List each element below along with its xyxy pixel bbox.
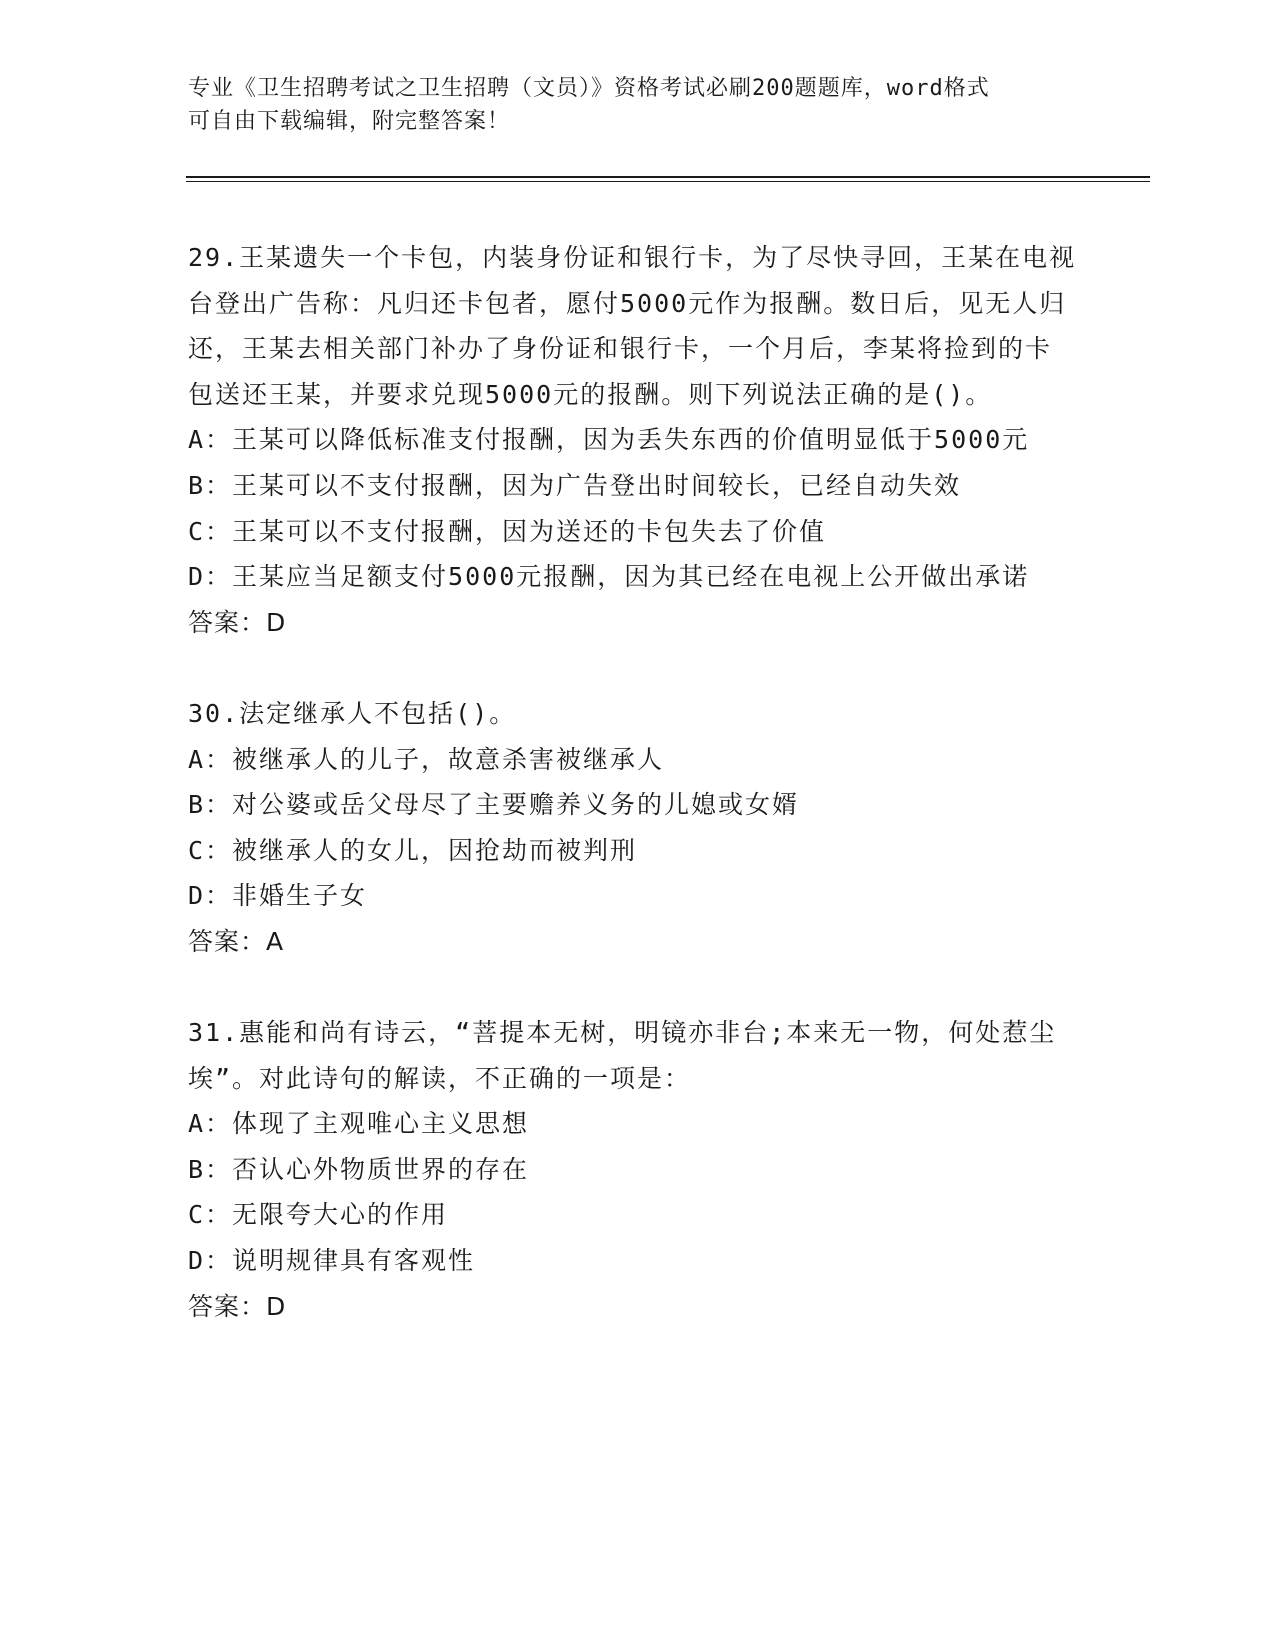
option-b: B：否认心外物质世界的存在 — [188, 1154, 530, 1184]
question-list — [188, 235, 1078, 1375]
answer: 答案：D — [188, 607, 287, 637]
option-c: C：被继承人的女儿，因抢劫而被判刑 — [188, 835, 638, 865]
option-a: A：被继承人的儿子，故意杀害被继承人 — [188, 744, 665, 774]
option-c: C：王某可以不支付报酬，因为送还的卡包失去了价值 — [188, 516, 827, 546]
question-text: 30.法定继承人不包括()。 — [188, 698, 517, 728]
option-c: C：无限夸大心的作用 — [188, 1200, 449, 1230]
option-a: A：体现了主观唯心主义思想 — [188, 1109, 530, 1139]
document-header — [188, 72, 1068, 138]
answer: 答案：D — [188, 1291, 287, 1321]
question-31 — [188, 1010, 1078, 1329]
question-29 — [188, 235, 1078, 645]
header-divider-thin — [186, 181, 1150, 182]
option-d: D：王某应当足额支付5000元报酬，因为其已经在电视上公开做出承诺 — [188, 562, 1030, 592]
question-text: 31.惠能和尚有诗云，“菩提本无树，明镜亦非台;本来无一物，何处惹尘埃”。对此诗句的解读，不正确的一项是： — [188, 1018, 1057, 1093]
option-d: D：非婚生子女 — [188, 881, 368, 911]
answer: 答案：A — [188, 926, 285, 956]
header-line-2: 可自由下载编辑，附完整答案！ — [188, 109, 511, 134]
option-b: B：对公婆或岳父母尽了主要赡养义务的儿媳或女婿 — [188, 790, 800, 820]
option-a: A：王某可以降低标准支付报酬，因为丢失东西的价值明显低于5000元 — [188, 425, 1030, 455]
option-b: B：王某可以不支付报酬，因为广告登出时间较长，已经自动失效 — [188, 470, 962, 500]
question-text: 29.王某遗失一个卡包，内装身份证和银行卡，为了尽快寻回，王某在电视台登出广告称：凡归还卡包者，愿付5000元作为报酬。数日后，见无人归还，王某去相关部门补办了身份证和银行卡，一个月后，李某将捡到的卡包送还王某，并要求兑现5000元的报酬。则下列说法正确的是()。 — [188, 243, 1077, 409]
header-line-1: 专业《卫生招聘考试之卫生招聘（文员）》资格考试必刷200题题库，word格式 — [188, 76, 990, 101]
header-divider-thick — [186, 176, 1150, 178]
option-d: D：说明规律具有客观性 — [188, 1246, 476, 1276]
question-30 — [188, 691, 1078, 965]
